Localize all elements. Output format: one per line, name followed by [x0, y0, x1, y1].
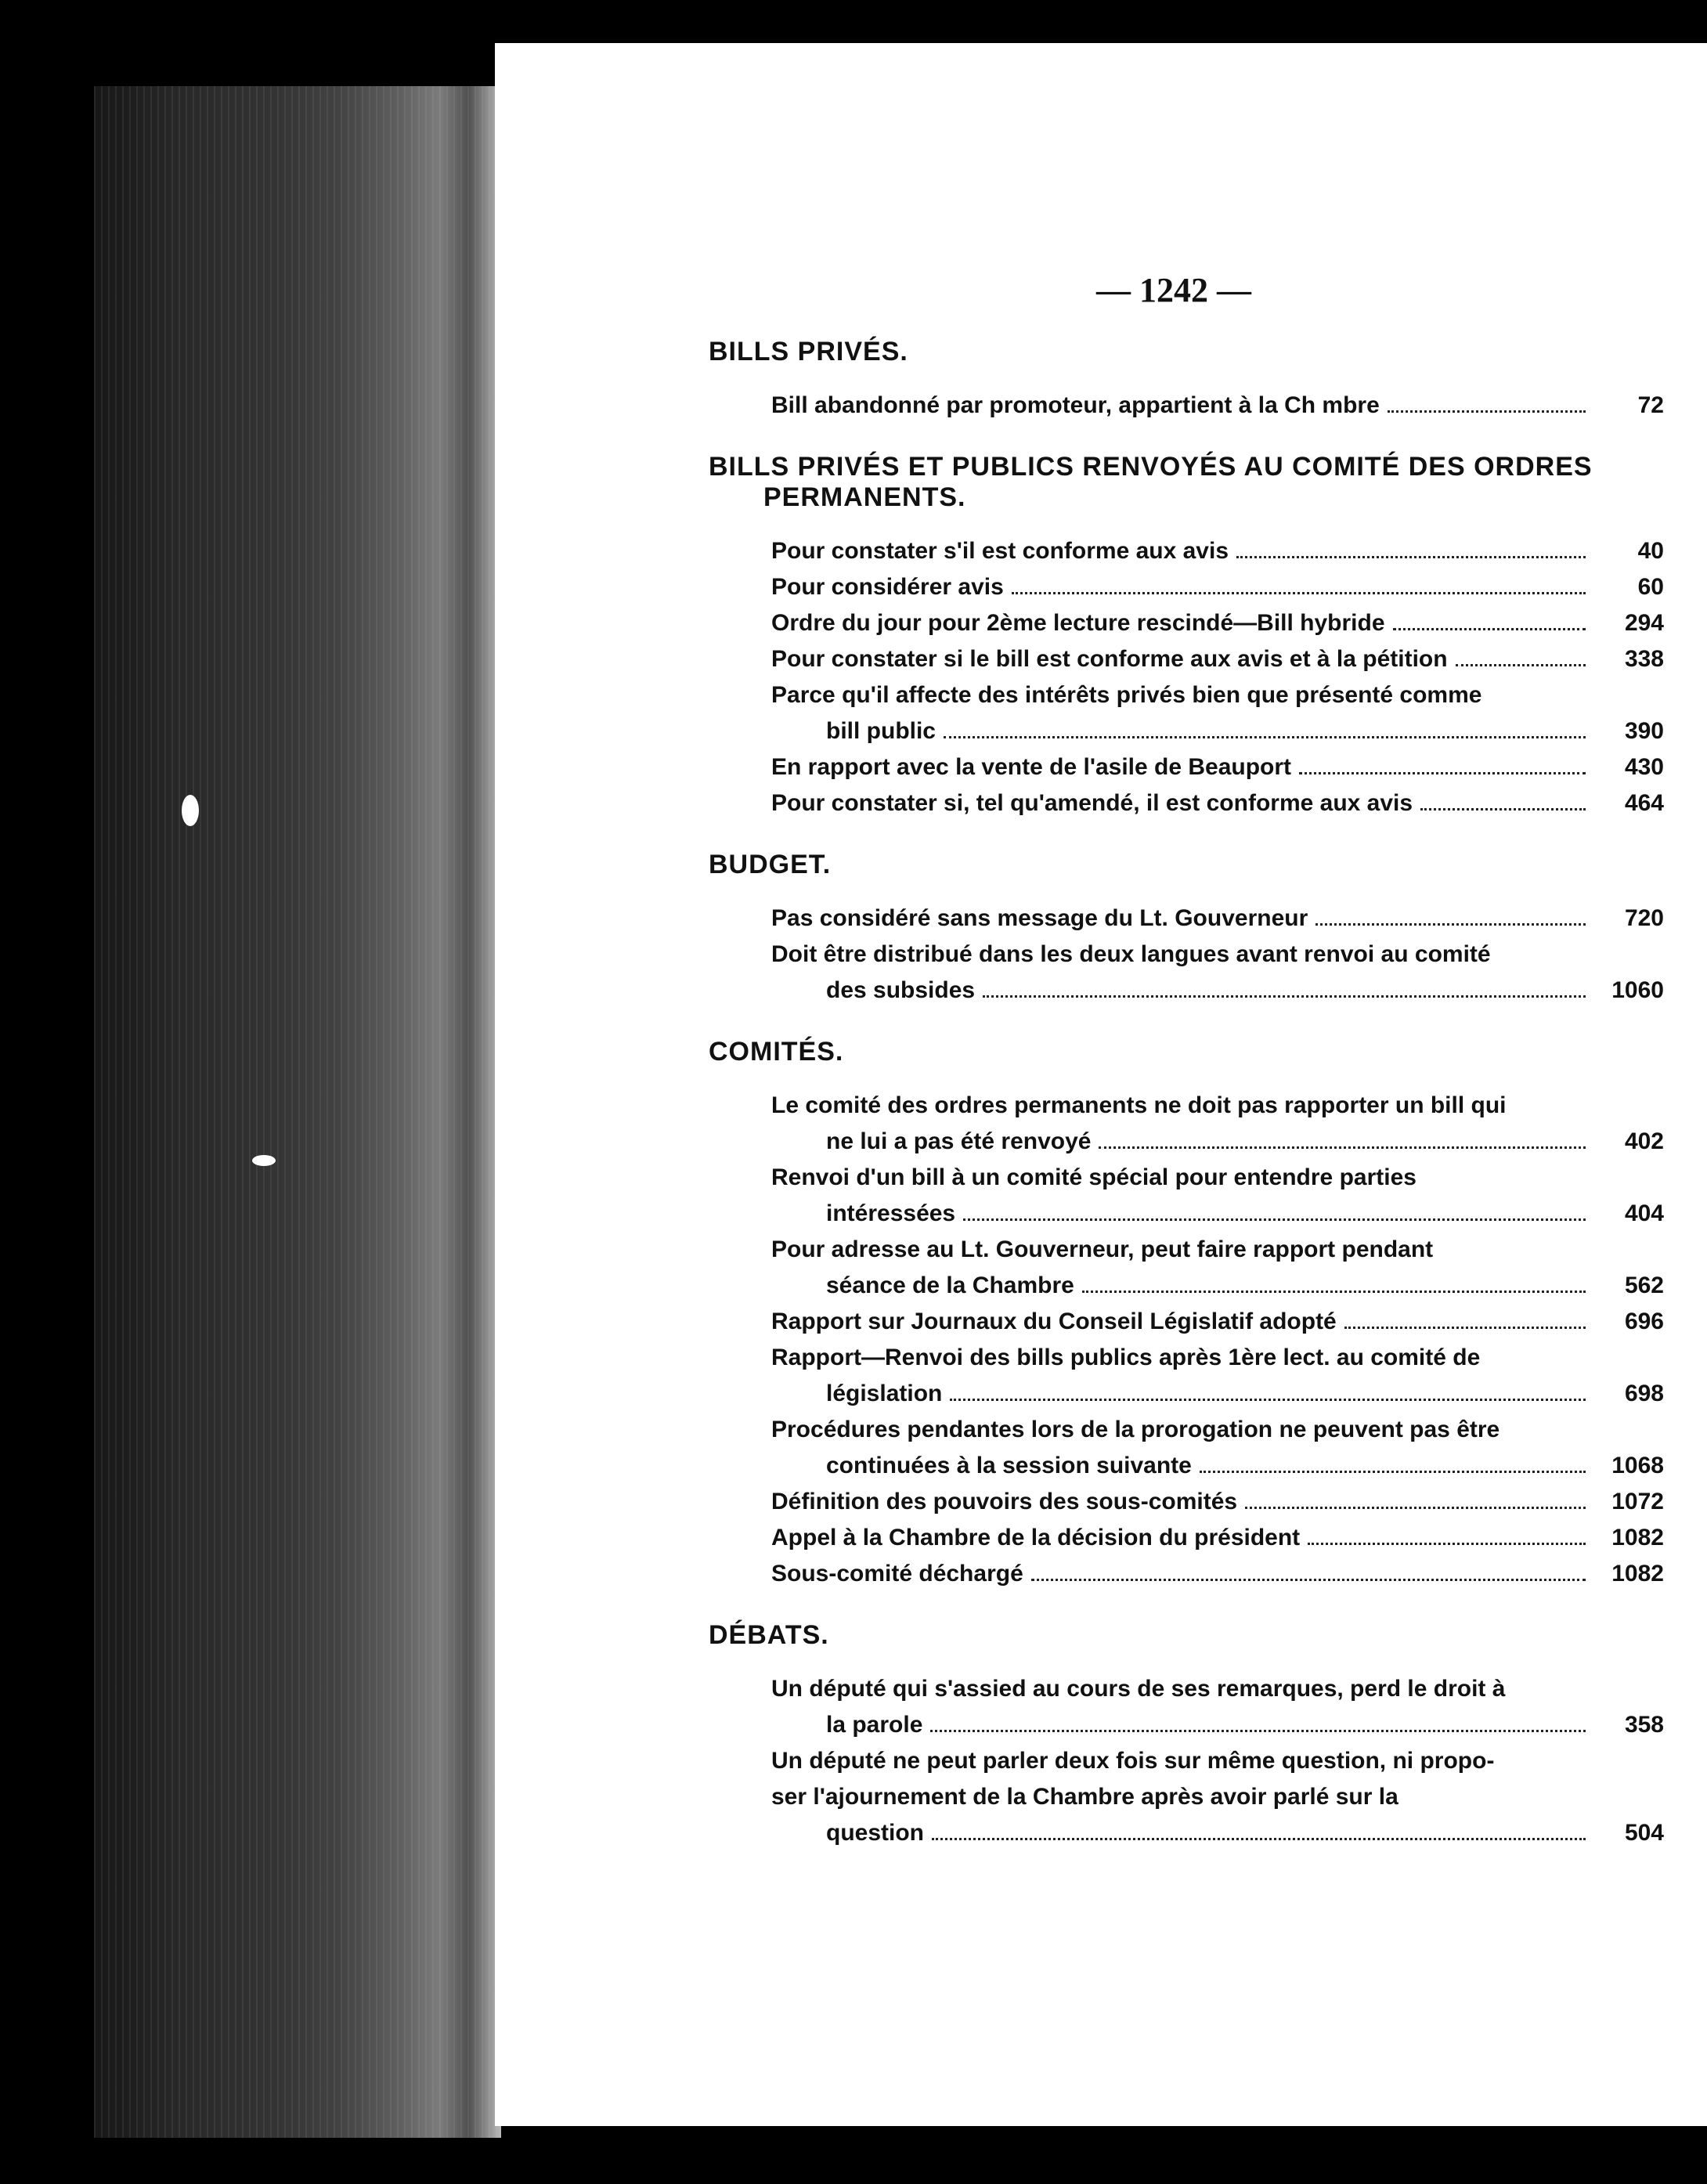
- dot-leader: [1200, 1471, 1586, 1473]
- entry-text: Pour constater si, tel qu'amendé, il est conforme aux avis: [771, 790, 1413, 816]
- entry-list: [709, 533, 1664, 821]
- index-entry: [771, 785, 1664, 821]
- dot-leader: [944, 736, 1586, 738]
- page-reference: 1068: [1611, 1453, 1664, 1478]
- entry-text: Rapport—Renvoi des bills publics après 1ère lect. au comité de: [771, 1345, 1481, 1370]
- entry-text: Un député ne peut parler deux fois sur même question, ni propo- ser l'ajournement de la Chambre après avoir parlé sur la: [771, 1748, 1495, 1810]
- dot-leader: [1245, 1507, 1586, 1509]
- entry-text: Rapport sur Journaux du Conseil Législatif adopté: [771, 1309, 1337, 1334]
- dot-leader: [1344, 1327, 1586, 1329]
- index-entry: [771, 1160, 1664, 1232]
- entry-text-continuation: ne lui a pas été renvoyé: [826, 1128, 1092, 1154]
- dot-leader: [930, 1730, 1586, 1732]
- page-reference: 1082: [1611, 1525, 1664, 1550]
- page-reference: 40: [1637, 538, 1664, 564]
- page-reference: 1072: [1611, 1489, 1664, 1514]
- page-reference: 562: [1624, 1272, 1664, 1298]
- section-heading: [709, 1037, 1664, 1067]
- entry-text-continuation: séance de la Chambre: [826, 1272, 1074, 1298]
- entry-text: Pour considérer avis: [771, 574, 1004, 600]
- entry-text: En rapport avec la vente de l'asile de Beauport: [771, 754, 1292, 780]
- page-reference: 698: [1624, 1381, 1664, 1406]
- dot-leader: [963, 1218, 1586, 1221]
- page-reference: 720: [1624, 905, 1664, 931]
- section-heading-text: COMITÉS.: [709, 1037, 844, 1067]
- dot-leader: [1082, 1291, 1586, 1293]
- index-section: [709, 850, 1664, 1009]
- entry-text-continuation: la parole: [826, 1712, 923, 1738]
- entry-text: Pour constater s'il est conforme aux avis: [771, 538, 1229, 564]
- page-reference: 358: [1624, 1712, 1664, 1738]
- entry-text-continuation: législation: [826, 1381, 943, 1406]
- dot-leader: [1299, 772, 1586, 774]
- page-reference: 402: [1624, 1128, 1664, 1154]
- index-entry: [771, 388, 1664, 424]
- section-heading-continuation: PERMANENTS.: [763, 482, 966, 512]
- dot-leader: [1393, 628, 1586, 630]
- index-section: [709, 452, 1664, 821]
- index-entry: [771, 1556, 1664, 1592]
- index-entry: [771, 1088, 1664, 1160]
- page-reference: 338: [1624, 646, 1664, 672]
- index-entry: [771, 937, 1664, 1009]
- index-entry: [771, 1304, 1664, 1340]
- entry-text: Pas considéré sans message du Lt. Gouverneur: [771, 905, 1308, 931]
- entry-text: Renvoi d'un bill à un comité spécial pour entendre parties: [771, 1164, 1416, 1190]
- page-reference: 72: [1637, 392, 1664, 418]
- dot-leader: [983, 995, 1586, 998]
- index-entry: [771, 1484, 1664, 1520]
- index-content: [709, 337, 1664, 1879]
- section-heading-text: BILLS PRIVÉS ET PUBLICS RENVOYÉS AU COMITÉ DES ORDRES: [709, 452, 1593, 482]
- section-heading: [709, 452, 1664, 513]
- entry-list: [709, 388, 1664, 424]
- index-section: [709, 1620, 1664, 1851]
- index-section: [709, 337, 1664, 424]
- entry-text: Appel à la Chambre de la décision du président: [771, 1525, 1301, 1550]
- dot-leader: [1012, 592, 1586, 594]
- entry-text: Procédures pendantes lors de la prorogation ne peuvent pas être: [771, 1417, 1500, 1442]
- page-reference: 1060: [1611, 977, 1664, 1003]
- page-reference: 504: [1624, 1820, 1664, 1846]
- section-heading-text: DÉBATS.: [709, 1620, 829, 1650]
- entry-text: Pour constater si le bill est conforme aux avis et à la pétition: [771, 646, 1448, 672]
- dot-leader: [950, 1399, 1586, 1401]
- dot-leader: [1388, 410, 1586, 413]
- page-reference: 390: [1624, 718, 1664, 744]
- index-entry: [771, 1412, 1664, 1484]
- section-heading-text: BILLS PRIVÉS.: [709, 337, 908, 366]
- entry-text: Ordre du jour pour 2ème lecture rescindé—Bill hybride: [771, 610, 1385, 636]
- dot-leader: [1315, 923, 1586, 926]
- page-reference: 464: [1624, 790, 1664, 816]
- index-entry: [771, 1340, 1664, 1412]
- entry-list: [709, 1088, 1664, 1592]
- section-heading: [709, 337, 1664, 367]
- entry-text: Pour adresse au Lt. Gouverneur, peut faire rapport pendant: [771, 1236, 1434, 1262]
- page-reference: 696: [1624, 1309, 1664, 1334]
- dot-leader: [932, 1838, 1586, 1840]
- section-heading-text: BUDGET.: [709, 850, 832, 879]
- index-entry: [771, 901, 1664, 937]
- dot-leader: [1099, 1146, 1586, 1149]
- dot-leader: [1308, 1543, 1586, 1545]
- entry-text-continuation: question: [826, 1820, 924, 1846]
- page-reference: 430: [1624, 754, 1664, 780]
- dot-leader: [1031, 1579, 1586, 1581]
- entry-list: [709, 1671, 1664, 1851]
- entry-text: Bill abandonné par promoteur, appartient à la Ch mbre: [771, 392, 1380, 418]
- scan-speck: [252, 1155, 276, 1166]
- index-entry: [771, 533, 1664, 569]
- page-reference: 404: [1624, 1200, 1664, 1226]
- index-entry: [771, 1671, 1664, 1743]
- index-entry: [771, 1232, 1664, 1304]
- entry-text-continuation: des subsides: [826, 977, 976, 1003]
- page-reference: 294: [1624, 610, 1664, 636]
- entry-text: Le comité des ordres permanents ne doit pas rapporter un bill qui: [771, 1092, 1507, 1118]
- entry-text: Sous-comité déchargé: [771, 1561, 1023, 1587]
- section-heading: [709, 850, 1664, 880]
- dot-leader: [1236, 556, 1586, 558]
- entry-text: Un député qui s'assied au cours de ses remarques, perd le droit à: [771, 1676, 1506, 1702]
- page-reference: 1082: [1611, 1561, 1664, 1587]
- section-heading: [709, 1620, 1664, 1651]
- entry-text-continuation: bill public: [826, 718, 936, 744]
- index-section: [709, 1037, 1664, 1592]
- index-entry: [771, 749, 1664, 785]
- index-entry: [771, 677, 1664, 749]
- entry-list: [709, 901, 1664, 1009]
- book-page-edges: [94, 86, 501, 2138]
- index-entry: [771, 641, 1664, 677]
- dot-leader: [1420, 808, 1586, 810]
- entry-text: Doit être distribué dans les deux langues avant renvoi au comité: [771, 941, 1491, 967]
- dot-leader: [1456, 664, 1586, 666]
- page-number: — 1242 —: [1096, 271, 1251, 309]
- index-entry: [771, 1743, 1664, 1851]
- page-reference: 60: [1637, 574, 1664, 600]
- entry-text: Parce qu'il affecte des intérêts privés bien que présenté comme: [771, 682, 1482, 708]
- index-entry: [771, 605, 1664, 641]
- scan-speck: [182, 795, 199, 826]
- index-entry: [771, 1520, 1664, 1556]
- entry-text-continuation: intéressées: [826, 1200, 956, 1226]
- entry-text-continuation: continuées à la session suivante: [826, 1453, 1192, 1478]
- index-entry: [771, 569, 1664, 605]
- entry-text: Définition des pouvoirs des sous-comités: [771, 1489, 1238, 1514]
